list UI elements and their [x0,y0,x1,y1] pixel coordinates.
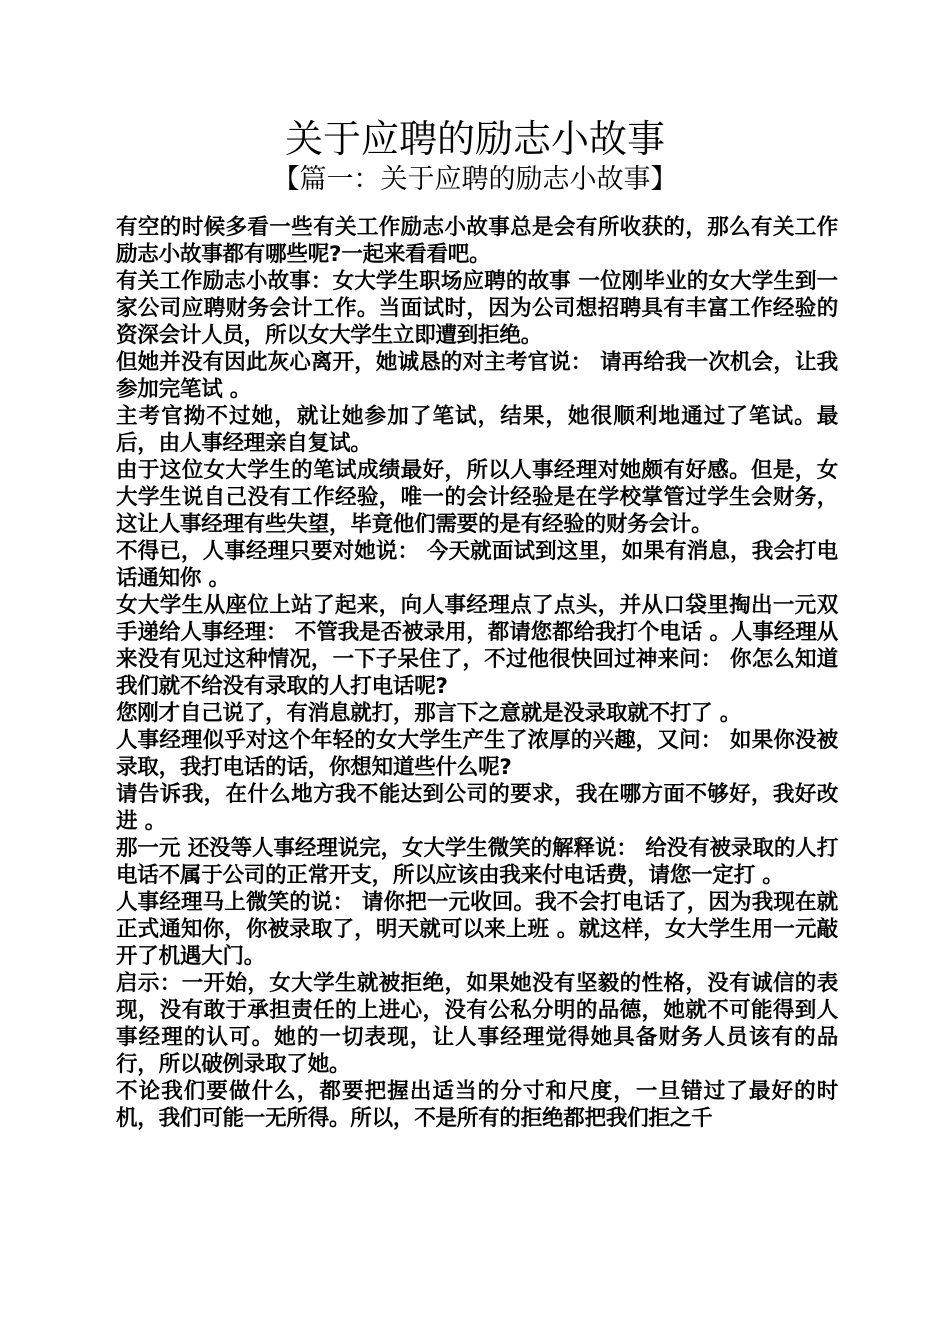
paragraph: 由于这位女大学生的笔试成绩最好，所以人事经理对她颇有好感。但是，女大学生说自己没有工作经验，唯一的会计经验是在学校掌管过学生会财务，这让人事经理有些失望，毕竟他们需要的是有经验的财务会计。 [116,458,838,537]
paragraph: 您刚才自己说了，有消息就打，那言下之意就是没录取就不打了 。 [116,701,741,726]
document-title: 关于应聘的励志小故事 [284,117,665,161]
document-body [116,214,838,1132]
paragraph: 那一元 还没等人事经理说完，女大学生微笑的解释说： 给没有被录取的人打电话不属于公司的正常开支，所以应该由我来付电话费，请您一定打 。 [116,836,838,888]
paragraph: 但她并没有因此灰心离开，她诚恳的对主考官说： 请再给我一次机会，让我参加完笔试 。 [116,350,838,402]
paragraph: 有关工作励志小故事：女大学生职场应聘的故事 一位刚毕业的女大学生到一家公司应聘财务会计工作。当面试时，因为公司想招聘具有丰富工作经验的资深会计人员，所以女大学生立即遭到拒绝。 [116,269,838,348]
paragraph: 人事经理似乎对这个年轻的女大学生产生了浓厚的兴趣，又问： 如果你没被录取，我打电话的话，你想知道些什么呢? [116,728,838,780]
paragraph: 人事经理马上微笑的说： 请你把一元收回。我不会打电话了，因为我现在就正式通知你，你被录取了，明天就可以来上班 。就这样，女大学生用一元敲开了机遇大门。 [116,890,838,969]
paragraph: 不论我们要做什么，都要把握出适当的分寸和尺度，一旦错过了最好的时机，我们可能一无所得。所以，不是所有的拒绝都把我们拒之千 [116,1079,838,1131]
paragraph: 启示：一开始，女大学生就被拒绝，如果她没有坚毅的性格，没有诚信的表现，没有敢于承担责任的上进心，没有公私分明的品德，她就不可能得到人事经理的认可。她的一切表现，让人事经理觉得她具备财务人员该有的品行，所以破例录取了她。 [116,971,838,1077]
paragraph: 女大学生从座位上站了起来，向人事经理点了点头，并从口袋里掏出一元双手递给人事经理： 不管我是否被录用，都请您都给我打个电话 。人事经理从来没有见过这种情况，一下子呆住了，不过他很快回过神来问： 你怎么知道我们就不给没有录取的人打电话呢? [116,593,838,699]
paragraph: 请告诉我，在什么地方我不能达到公司的要求，我在哪方面不够好，我好改进 。 [116,782,838,834]
paragraph: 主考官拗不过她，就让她参加了笔试，结果，她很顺利地通过了笔试。最后，由人事经理亲自复试。 [116,404,838,456]
paragraph: 有空的时候多看一些有关工作励志小故事总是会有所收获的，那么有关工作励志小故事都有哪些呢?一起来看看吧。 [116,215,838,267]
section-heading: 【篇一：关于应聘的励志小故事】 [272,164,678,195]
paragraph: 不得已，人事经理只要对她说： 今天就面试到这里，如果有消息，我会打电话通知你 。 [116,539,838,591]
